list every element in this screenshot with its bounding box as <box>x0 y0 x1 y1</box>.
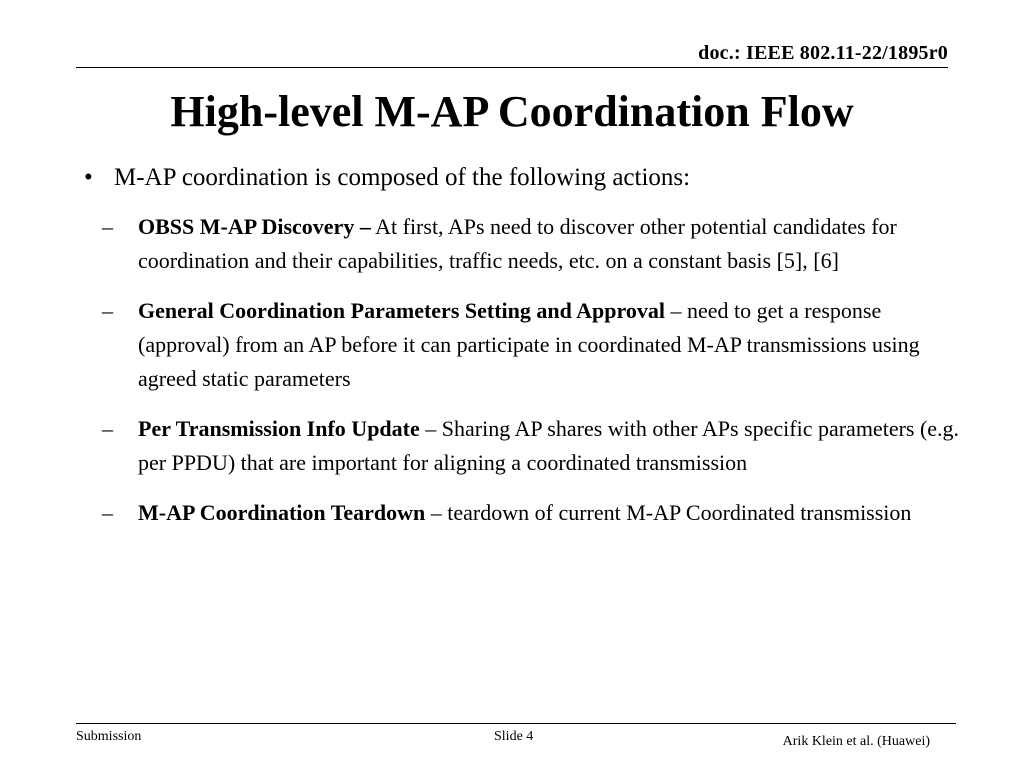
list-item-heading: M-AP Coordination Teardown <box>138 500 426 525</box>
list-item-body <box>138 412 968 480</box>
slide-title: High-level M-AP Coordination Flow <box>170 87 854 136</box>
list-item-body <box>138 496 968 530</box>
action-list <box>76 210 968 530</box>
list-item-heading: OBSS M-AP Discovery – <box>138 214 371 239</box>
list-item-heading: Per Transmission Info Update <box>138 416 420 441</box>
dash-marker: – <box>102 214 113 239</box>
document-id: doc.: IEEE 802.11-22/1895r0 <box>698 42 948 64</box>
list-item-text: At first, APs need to discover other potential candidates for coordination and their capabilities, traffic needs, etc. on a constant basis [5], [6] <box>138 214 897 273</box>
list-item-text: – teardown of current M-AP Coordinated transmission <box>425 500 912 525</box>
intro-bullet <box>76 160 968 196</box>
list-item <box>100 412 968 480</box>
list-item <box>100 294 968 396</box>
dash-marker: – <box>102 500 113 525</box>
footer-divider <box>76 723 956 724</box>
dash-marker: – <box>102 416 113 441</box>
list-item-body <box>138 294 968 396</box>
list-item-text: – need to get a response (approval) from an AP before it can participate in coordinated M-AP transmissions using agreed static parameters <box>138 298 920 391</box>
slide-content <box>76 160 968 546</box>
slide-number: Slide 4 <box>494 729 534 744</box>
dash-marker: – <box>102 298 113 323</box>
list-item-body <box>138 210 968 278</box>
bullet-marker: • <box>84 164 93 191</box>
list-item <box>100 210 968 278</box>
list-item <box>100 496 968 530</box>
header-divider <box>76 67 948 68</box>
list-item-text: – Sharing AP shares with other APs specific parameters (e.g. per PPDU) that are important for aligning a coordinated transmission <box>138 416 960 475</box>
footer-author: Arik Klein et al. (Huawei) <box>782 734 930 749</box>
list-item-heading: General Coordination Parameters Setting and Approval <box>138 298 665 323</box>
footer-submission: Submission <box>76 729 142 744</box>
intro-text: M-AP coordination is composed of the following actions: <box>114 164 691 191</box>
